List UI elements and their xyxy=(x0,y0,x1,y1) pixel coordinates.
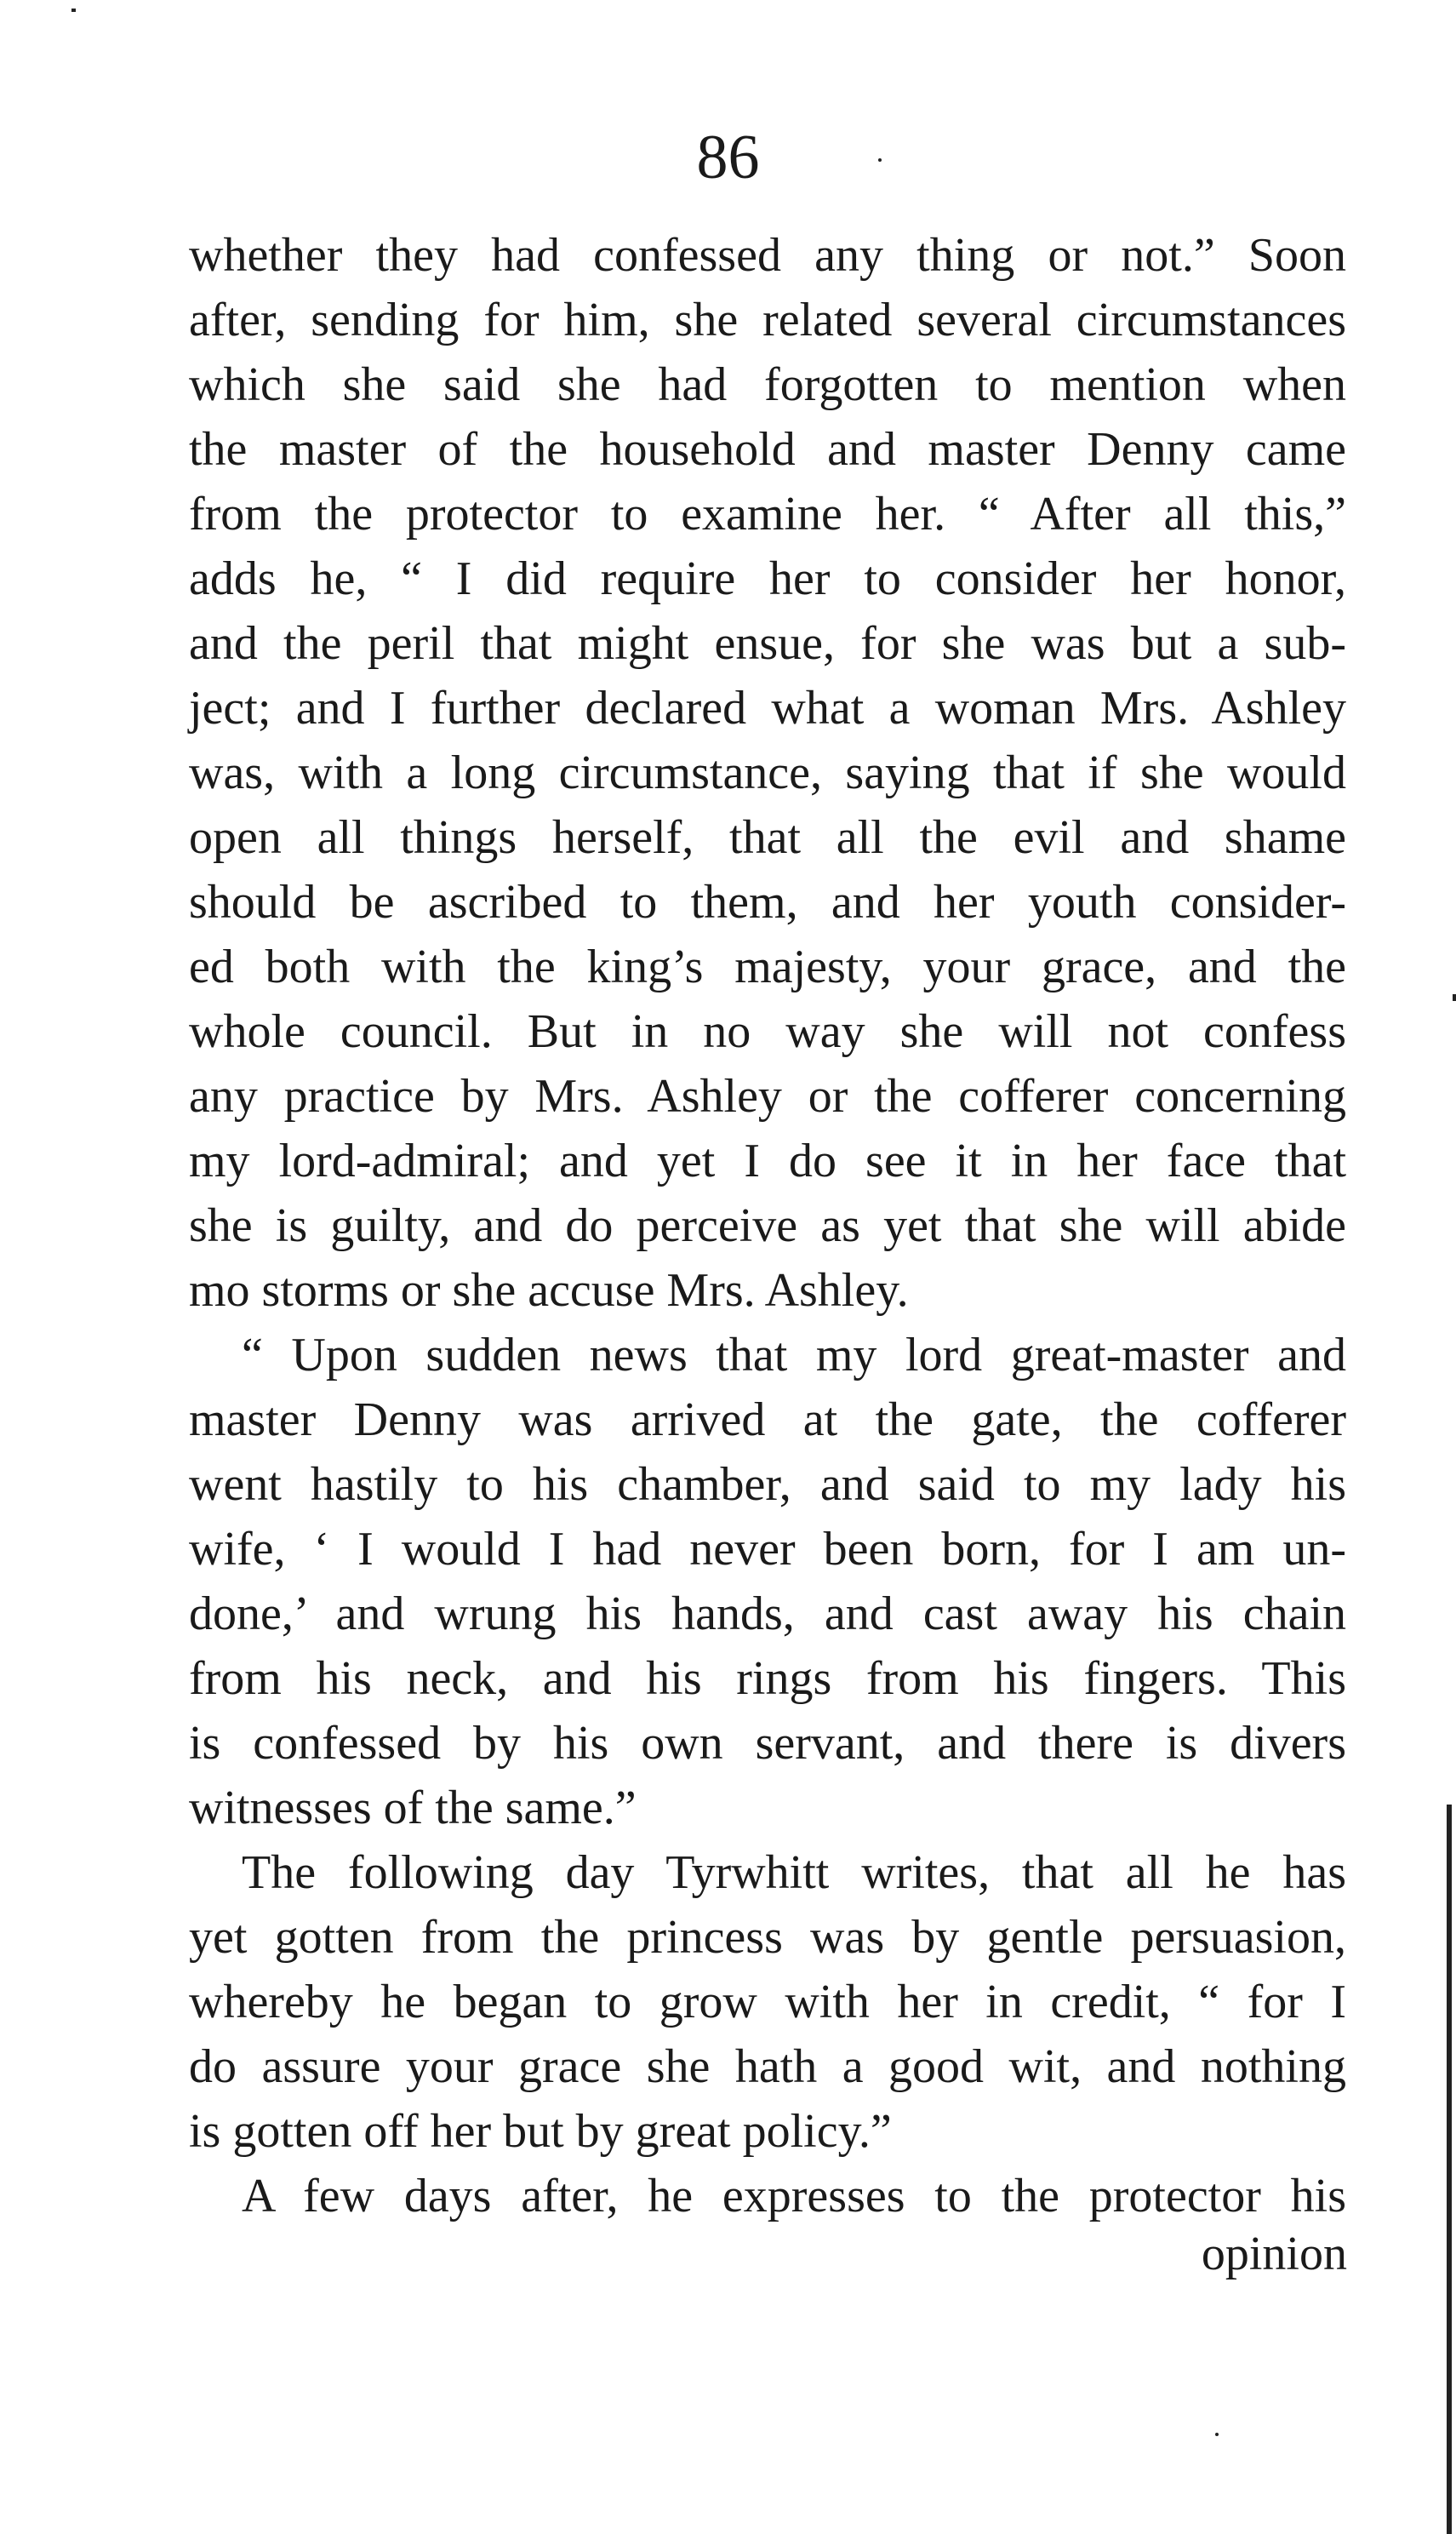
text-line: whether they had confessed any thing or not.” Soon xyxy=(189,229,1346,282)
text-line: the master of the household and master Denny came xyxy=(189,423,1346,476)
text-line: yet gotten from the princess was by gentle persuasion, xyxy=(189,1911,1346,1964)
text-line: witnesses of the same.” xyxy=(189,1782,637,1834)
text-line: any practice by Mrs. Ashley or the cofferer concerning xyxy=(189,1070,1346,1123)
text-line: went hastily to his chamber, and said to my lady his xyxy=(189,1458,1346,1511)
text-line: is confessed by his own servant, and there is divers xyxy=(189,1717,1346,1770)
text-line: “ Upon sudden news that my lord great-master and xyxy=(242,1329,1346,1381)
text-line: do assure your grace she hath a good wit, and nothing xyxy=(189,2040,1346,2093)
ink-speck xyxy=(1215,2433,1219,2436)
text-line: A few days after, he expresses to the protector his xyxy=(242,2170,1346,2222)
text-line: wife, ‘ I would I had never been born, for I am un- xyxy=(189,1523,1346,1576)
ink-speck xyxy=(1453,994,1456,1001)
text-line: and the peril that might ensue, for she was but a sub- xyxy=(189,617,1346,670)
text-line: which she said she had forgotten to mention when xyxy=(189,358,1346,411)
text-line: she is guilty, and do perceive as yet that she will abide xyxy=(189,1199,1346,1252)
text-line: adds he, “ I did require her to consider her honor, xyxy=(189,552,1346,605)
text-line: The following day Tyrwhitt writes, that all he has xyxy=(242,1846,1346,1899)
text-line: from his neck, and his rings from his fingers. This xyxy=(189,1652,1346,1705)
ink-speck xyxy=(71,9,76,12)
text-line: should be ascribed to them, and her youth consider- xyxy=(189,876,1346,929)
text-line: master Denny was arrived at the gate, the cofferer xyxy=(189,1393,1346,1446)
catchword: opinion xyxy=(1201,2228,1347,2280)
ink-speck xyxy=(878,158,882,162)
text-line: mo storms or she accuse Mrs. Ashley. xyxy=(189,1264,909,1317)
body-text xyxy=(189,223,1346,2228)
text-line: from the protector to examine her. “ After all this,” xyxy=(189,488,1346,541)
text-line: was, with a long circumstance, saying that if she would xyxy=(189,746,1346,799)
text-line: my lord-admiral; and yet I do see it in her face that xyxy=(189,1135,1346,1187)
text-line: is gotten off her but by great policy.” xyxy=(189,2105,892,2158)
text-line: ed both with the king’s majesty, your grace, and the xyxy=(189,941,1346,993)
text-line: after, sending for him, she related several circumstances xyxy=(189,294,1346,346)
text-line: done,’ and wrung his hands, and cast away his chain xyxy=(189,1587,1346,1640)
page-edge-shadow xyxy=(1447,1805,1452,2534)
text-line: whole council. But in no way she will not confess xyxy=(189,1005,1346,1058)
page-number: 86 xyxy=(696,123,760,192)
text-line: whereby he began to grow with her in credit, “ for I xyxy=(189,1976,1346,2028)
text-line: open all things herself, that all the evil and shame xyxy=(189,811,1346,864)
text-line: ject; and I further declared what a woman Mrs. Ashley xyxy=(189,682,1346,735)
